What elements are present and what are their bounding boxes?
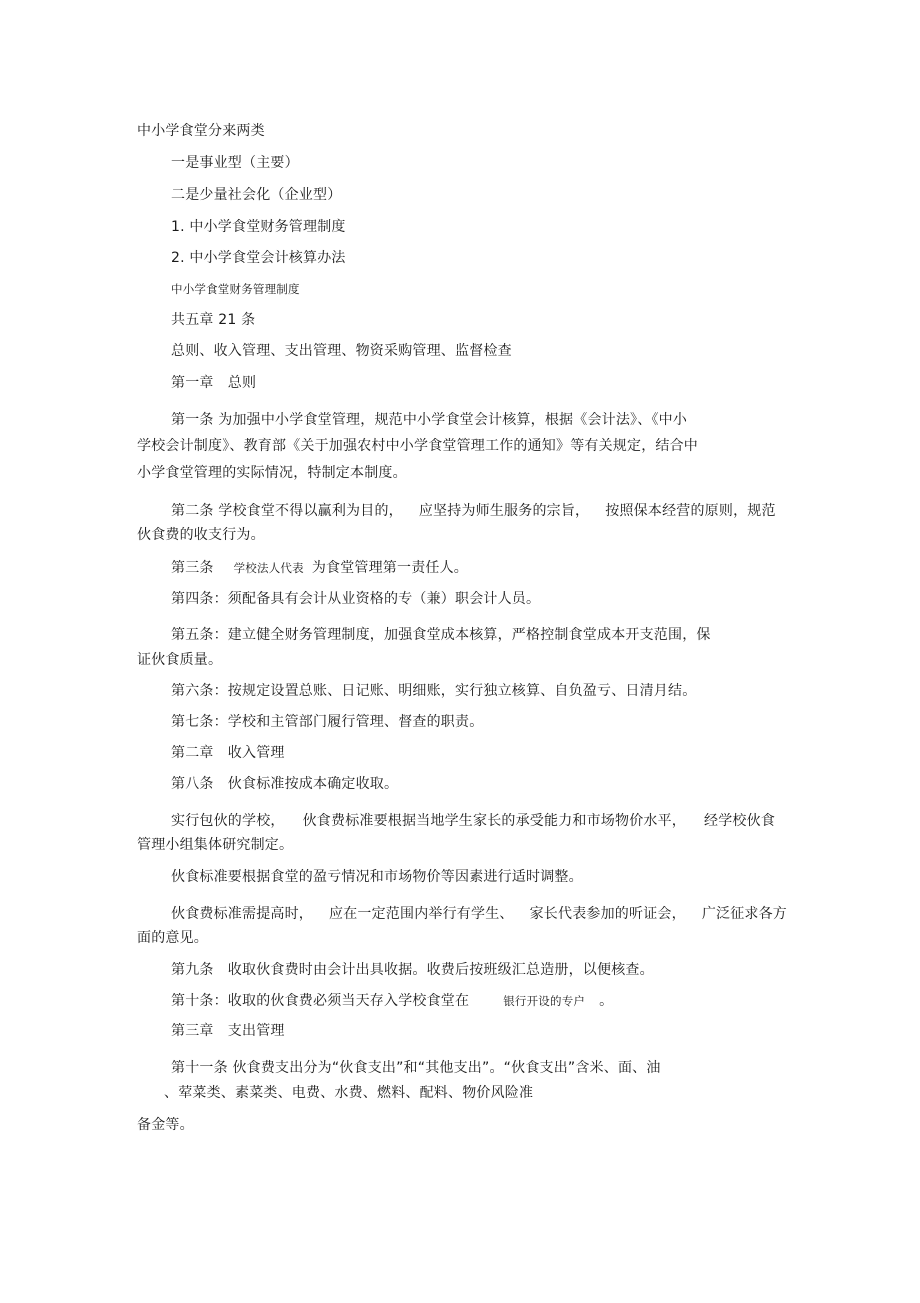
article-2-part-a: 第二条 学校食堂不得以赢利为目的， <box>171 503 403 519</box>
article-5-line-2: 证伙食质量。 <box>137 652 223 668</box>
subtitle: 中小学食堂财务管理制度 <box>171 282 300 296</box>
article-11-line-1: 第十一条 伙食费支出分为“伙食支出”和“其他支出”。“伙食支出”含米、面、油 <box>171 1060 661 1076</box>
para-c-part-b: 应在一定范围内举行有学生、 <box>329 906 514 922</box>
article-4: 第四条：须配备具有会计从业资格的专（兼）职会计人员。 <box>171 591 541 607</box>
article-5-line-1: 第五条：建立健全财务管理制度，加强食堂成本核算，严格控制食堂成本开支范围，保 <box>171 627 711 643</box>
list-item-2: 2. 中小学食堂会计核算办法 <box>171 250 346 266</box>
chapters-count: 共五章 21 条 <box>171 312 256 328</box>
chapters-summary: 总则、收入管理、支出管理、物资采购管理、监督检查 <box>171 343 512 359</box>
article-7: 第七条：学校和主管部门履行管理、督查的职责。 <box>171 714 484 730</box>
para-c-line-2: 面的意见。 <box>137 930 208 946</box>
heading: 中小学食堂分来两类 <box>137 123 265 139</box>
type-2: 二是少量社会化（企业型） <box>171 187 342 203</box>
para-a-part-a: 实行包伙的学校， <box>171 813 285 829</box>
type-1: 一是事业型（主要） <box>171 155 299 171</box>
para-a-part-b: 伙食费标准要根据当地学生家长的承受能力和市场物价水平， <box>302 813 687 829</box>
article-10-part-b: 银行开设的专户 <box>503 994 586 1008</box>
chapter-1-title: 第一章 总则 <box>171 375 257 391</box>
para-c-part-a: 伙食费标准需提高时， <box>171 906 313 922</box>
article-2-line-2: 伙食费的收支行为。 <box>137 527 265 543</box>
article-6: 第六条：按规定设置总账、日记账、明细账，实行独立核算、自负盈亏、日清月结。 <box>171 683 697 699</box>
article-11-line-2: 、荤菜类、素菜类、电费、水费、燃料、配料、物价风险准 <box>164 1085 534 1101</box>
chapter-2-title: 第二章 收入管理 <box>171 745 285 761</box>
article-2-line-1 <box>171 501 776 521</box>
article-2-part-c: 按照保本经营的原则，规范 <box>605 503 776 519</box>
para-a-line-1 <box>171 811 775 831</box>
para-c-part-c: 家长代表参加的听证会， <box>529 906 686 922</box>
para-a-line-2: 管理小组集体研究制定。 <box>137 837 294 853</box>
chapter-3-title: 第三章 支出管理 <box>171 1023 285 1039</box>
article-3-part-a: 第三条 <box>171 560 214 576</box>
article-10-part-c: 。 <box>599 993 614 1009</box>
article-8: 第八条 伙食标准按成本确定收取。 <box>171 776 399 792</box>
article-1-line-1: 第一条 为加强中小学食堂管理，规范中小学食堂会计核算，根据《会计法》、《中小 <box>171 412 688 428</box>
para-c-line-1 <box>171 904 787 924</box>
article-3-part-c: 为食堂管理第一责任人。 <box>311 560 469 576</box>
article-10-part-a: 第十条：收取的伙食费必须当天存入学校食堂在 <box>171 993 470 1009</box>
article-3 <box>171 558 468 578</box>
para-a-part-c: 经学校伙食 <box>704 813 776 829</box>
article-9: 第九条 收取伙食费时由会计出具收据。收费后按班级汇总造册，以便核查。 <box>171 962 654 978</box>
para-c-part-d: 广泛征求各方 <box>701 906 788 922</box>
article-2-part-b: 应坚持为师生服务的宗旨， <box>418 503 590 519</box>
article-1-line-3: 小学食堂管理的实际情况，特制定本制度。 <box>137 465 407 481</box>
article-11-line-3: 备金等。 <box>137 1117 194 1133</box>
article-3-part-b: 学校法人代表 <box>233 561 304 575</box>
article-1-line-2: 学校会计制度》、教育部《关于加强农村中小学食堂管理工作的通知》等有关规定，结合中 <box>137 438 698 454</box>
article-10 <box>171 991 613 1011</box>
para-b: 伙食标准要根据食堂的盈亏情况和市场物价等因素进行适时调整。 <box>171 869 583 885</box>
list-item-1: 1. 中小学食堂财务管理制度 <box>171 219 346 235</box>
